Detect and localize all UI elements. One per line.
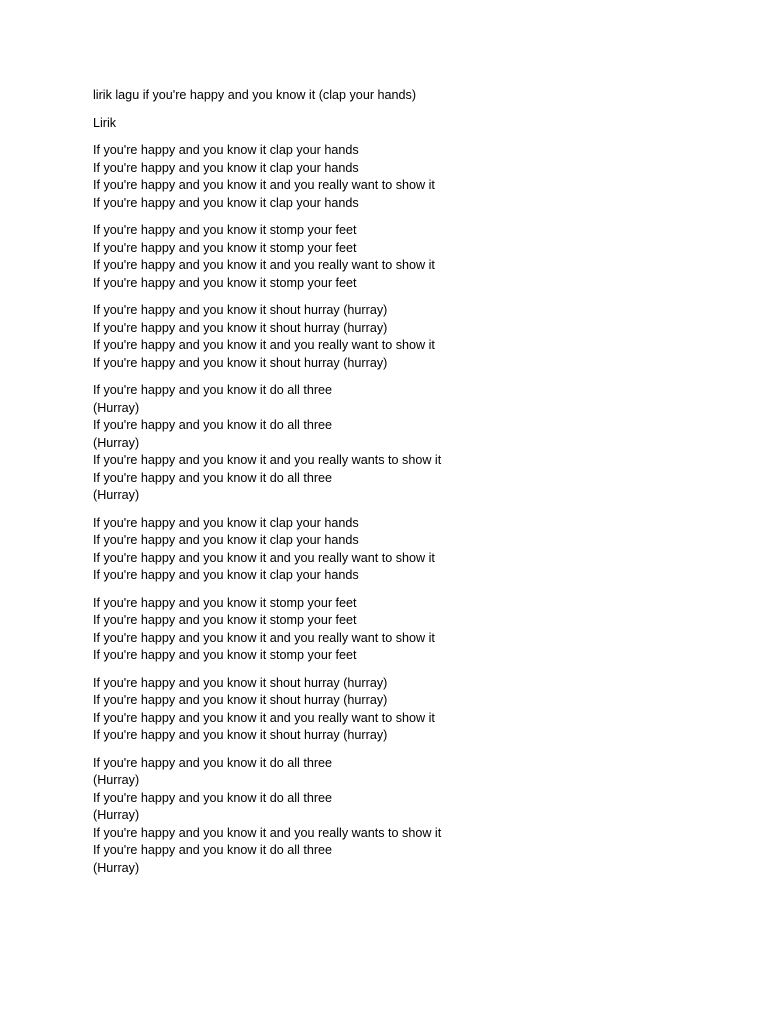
lyrics-line: If you're happy and you know it and you really want to show it: [93, 178, 435, 192]
lyrics-line: If you're happy and you know it and you really wants to show it: [93, 825, 442, 840]
lyrics-label: Lirik: [93, 115, 117, 130]
lyrics-body: [93, 142, 733, 877]
lyrics-line: If you're happy and you know it stomp your feet: [93, 613, 357, 627]
lyrics-line: If you're happy and you know it do all three: [93, 790, 333, 805]
lyrics-line: If you're happy and you know it clap your hands: [93, 515, 359, 530]
lyrics-line: If you're happy and you know it shout hurray (hurray): [93, 355, 388, 370]
lyrics-line: If you're happy and you know it do all three: [93, 755, 333, 770]
lyrics-line: If you're happy and you know it stomp your feet: [93, 648, 357, 662]
lyrics-line: If you're happy and you know it shout hurray (hurray): [93, 728, 388, 742]
lyrics-line: (Hurray): [93, 400, 140, 415]
document-title: lirik lagu if you're happy and you know it (clap your hands): [93, 88, 417, 102]
lyrics-line: (Hurray): [93, 435, 140, 450]
lyrics-stanza: [93, 222, 733, 292]
lyrics-line: If you're happy and you know it and you really want to show it: [93, 710, 435, 725]
lyrics-line: If you're happy and you know it shout hurray (hurray): [93, 675, 388, 690]
lyrics-stanza: [93, 755, 733, 878]
lyrics-line: If you're happy and you know it shout hurray (hurray): [93, 693, 388, 707]
lyrics-line: If you're happy and you know it stomp your feet: [93, 240, 357, 255]
lyrics-line: (Hurray): [93, 773, 140, 787]
lyrics-stanza: [93, 142, 733, 212]
lyrics-line: If you're happy and you know it clap your hands: [93, 143, 359, 157]
document-page: [93, 87, 733, 887]
lyrics-line: If you're happy and you know it shout hurray (hurray): [93, 320, 388, 335]
lyrics-line: If you're happy and you know it do all three: [93, 383, 333, 397]
lyrics-line: If you're happy and you know it clap your hands: [93, 568, 359, 582]
lyrics-line: If you're happy and you know it and you really want to show it: [93, 550, 435, 565]
lyrics-line: If you're happy and you know it stomp your feet: [93, 275, 357, 290]
lyrics-line: If you're happy and you know it and you really want to show it: [93, 338, 435, 352]
lyrics-line: If you're happy and you know it and you really want to show it: [93, 630, 435, 645]
lyrics-line: (Hurray): [93, 488, 140, 502]
lyrics-line: If you're happy and you know it clap your hands: [93, 160, 359, 175]
lyrics-line: If you're happy and you know it clap your hands: [93, 195, 359, 210]
lyrics-stanza: [93, 515, 733, 585]
lyrics-line: If you're happy and you know it clap your hands: [93, 533, 359, 547]
lyrics-line: (Hurray): [93, 860, 140, 875]
lyrics-stanza: [93, 675, 733, 745]
lyrics-stanza: [93, 595, 733, 665]
lyrics-line: If you're happy and you know it stomp your feet: [93, 223, 357, 237]
lyrics-line: If you're happy and you know it do all three: [93, 470, 333, 485]
lyrics-line: If you're happy and you know it do all three: [93, 418, 333, 432]
lyrics-line: If you're happy and you know it stomp your feet: [93, 595, 357, 610]
lyrics-line: If you're happy and you know it shout hurray (hurray): [93, 303, 388, 317]
lyrics-line: (Hurray): [93, 808, 140, 822]
lyrics-stanza: [93, 302, 733, 372]
lyrics-line: If you're happy and you know it and you really want to show it: [93, 258, 435, 272]
lyrics-line: If you're happy and you know it do all three: [93, 843, 333, 857]
lyrics-line: If you're happy and you know it and you really wants to show it: [93, 453, 442, 467]
lyrics-stanza: [93, 382, 733, 505]
